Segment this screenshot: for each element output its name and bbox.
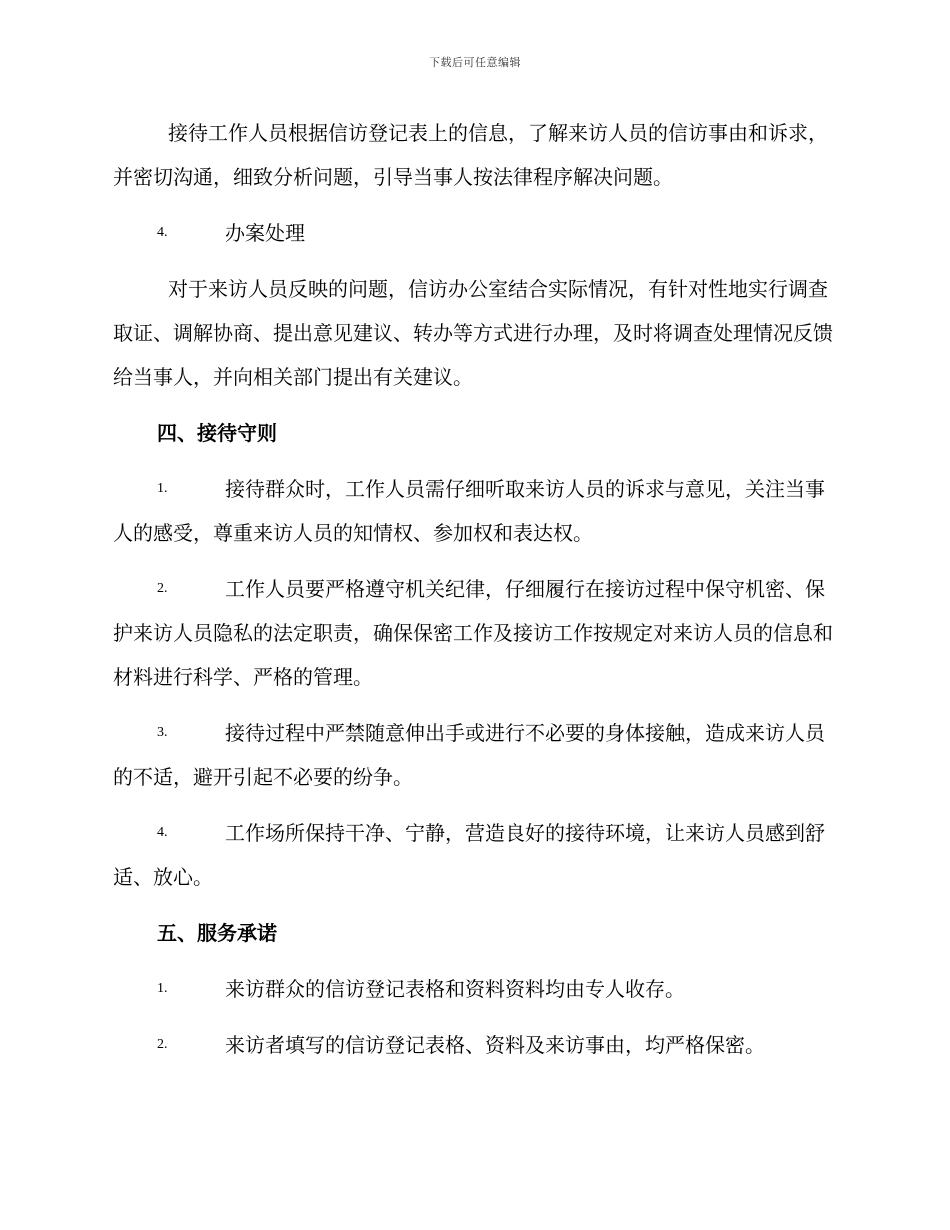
list-item-number: 3. [157, 725, 168, 740]
list-item-number: 2. [157, 1037, 168, 1052]
list-item-text: 办案处理 [225, 221, 305, 245]
document-body [113, 111, 835, 1079]
list-item-number: 4. [157, 225, 168, 240]
list-item [113, 467, 835, 555]
list-item-number: 4. [157, 825, 168, 840]
list-item-number: 2. [157, 581, 168, 596]
list-item [113, 811, 835, 899]
paragraph: 对于来访人员反映的问题，信访办公室结合实际情况，有针对性地实行调查取证、调解协商、提出意见建议、转办等方式进行办理，及时将调查处理情况反馈给当事人，并向相关部门提出有关建议。 [113, 277, 833, 389]
section-heading: 四、接待守则 [157, 421, 277, 445]
list-item-number: 1. [157, 481, 168, 496]
list-item [113, 211, 835, 255]
paragraph: 接待工作人员根据信访登记表上的信息，了解来访人员的信访事由和诉求，并密切沟通，细致分析问题，引导当事人按法律程序解决问题。 [113, 121, 828, 189]
list-item-text: 工作场所保持干净、宁静，营造良好的接待环境，让来访人员感到舒适、放心。 [113, 821, 825, 889]
list-item [113, 567, 835, 699]
list-item-number: 1. [157, 981, 168, 996]
section-heading: 五、服务承诺 [157, 921, 277, 945]
list-item [113, 967, 835, 1011]
page-header: 下载后可任意编辑 [429, 56, 521, 69]
list-item-text: 来访者填写的信访登记表格、资料及来访事由，均严格保密。 [225, 1033, 765, 1057]
list-item-text: 工作人员要严格遵守机关纪律，仔细履行在接访过程中保守机密、保护来访人员隐私的法定职责，确保保密工作及接访工作按规定对来访人员的信息和材料进行科学、严格的管理。 [113, 577, 833, 689]
list-item [113, 711, 835, 799]
list-item [113, 1023, 835, 1067]
list-item-text: 来访群众的信访登记表格和资料资料均由专人收存。 [225, 977, 685, 1001]
list-item-text: 接待过程中严禁随意伸出手或进行不必要的身体接触，造成来访人员的不适，避开引起不必要的纷争。 [113, 721, 825, 789]
list-item-text: 接待群众时，工作人员需仔细听取来访人员的诉求与意见，关注当事人的感受，尊重来访人员的知情权、参加权和表达权。 [113, 477, 825, 545]
